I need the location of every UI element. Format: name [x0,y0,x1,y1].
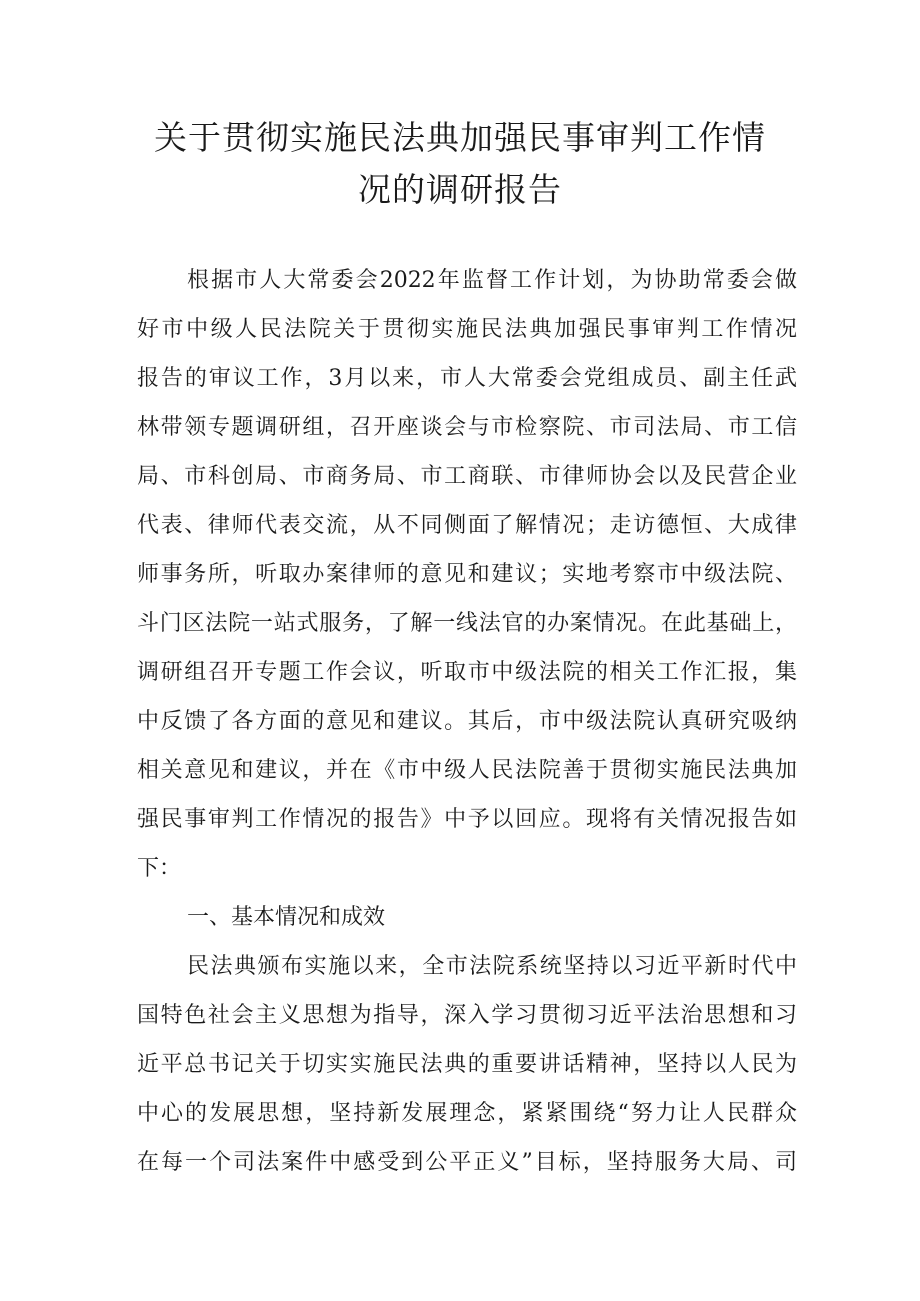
paragraph-line: 根据市人大常委会2022年监督工作计划，为协助常委会做 [187,268,797,293]
paragraph-line: 报告的审议工作，3月以来，市人大常委会党组成员、副主任武 [137,366,797,391]
section-heading-text: 一、基本情况和成效 [187,905,386,930]
paragraph-line: 中心的发展思想，坚持新发展理念，紧紧围绕“努力让人民群众 [137,1101,797,1126]
paragraph-line: 调研组召开专题工作会议，听取市中级法院的相关工作汇报，集 [137,660,797,685]
paragraph-line: 局、市科创局、市商务局、市工商联、市律师协会以及民营企业 [137,464,797,489]
paragraph-line: 代表、律师代表交流，从不同侧面了解情况；走访德恒、大成律 [137,513,797,538]
paragraph-line: 林带领专题调研组，召开座谈会与市检察院、市司法局、市工信 [137,415,797,440]
paragraph-line: 相关意见和建议，并在《市中级人民法院善于贯彻实施民法典加 [137,758,797,783]
paragraph-basic-situation [137,942,797,1187]
title-line-1: 关于贯彻实施民法典加强民事审判工作情 [154,118,766,157]
paragraph-intro [137,256,797,893]
document-title [130,112,790,216]
section-heading [137,893,797,942]
paragraph-line: 在每一个司法案件中感受到公平正义”目标，坚持服务大局、司 [137,1150,797,1175]
paragraph-line: 好市中级人民法院关于贯彻实施民法典加强民事审判工作情况 [137,317,797,342]
title-line-2: 况的调研报告 [358,170,562,209]
paragraph-line: 斗门区法院一站式服务，了解一线法官的办案情况。在此基础上， [137,611,797,636]
paragraph-line: 民法典颁布实施以来，全市法院系统坚持以习近平新时代中 [187,954,797,979]
paragraph-line: 中反馈了各方面的意见和建议。其后，市中级法院认真研究吸纳 [137,709,797,734]
paragraph-line: 师事务所，听取办案律师的意见和建议；实地考察市中级法院、 [137,562,797,587]
paragraph-line: 国特色社会主义思想为指导，深入学习贯彻习近平法治思想和习 [137,1003,797,1028]
document-body [137,256,797,1187]
paragraph-line: 强民事审判工作情况的报告》中予以回应。现将有关情况报告如 [137,807,797,832]
paragraph-line: 近平总书记关于切实实施民法典的重要讲话精神，坚持以人民为 [137,1052,797,1077]
paragraph-line: 下： [137,856,182,881]
